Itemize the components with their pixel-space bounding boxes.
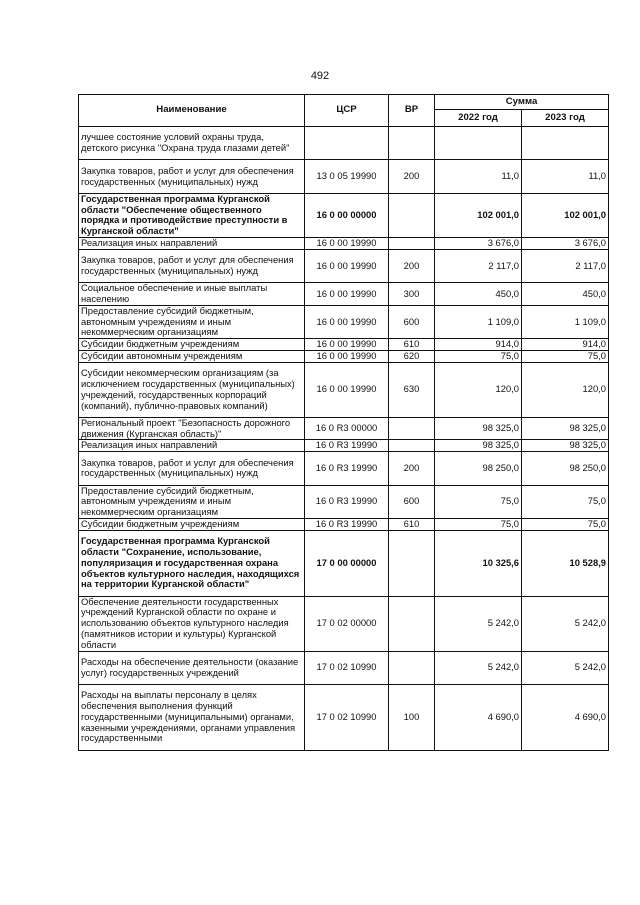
row-name: Расходы на выплаты персоналу в целях обеспечения выполнения функций государственными (муниципальными) органами, казенными учреждениями, органами управления государственными xyxy=(79,684,305,750)
row-vr xyxy=(389,440,435,452)
row-name: Предоставление субсидий бюджетным, автономным учреждениям и иным некоммерческим организациям xyxy=(79,485,305,518)
row-vr xyxy=(389,417,435,440)
row-csr: 16 0 R3 19990 xyxy=(305,485,389,518)
row-name: Государственная программа Курганской области "Сохранение, использование, популяризация и государственная охрана объектов культурного наследия, находящихся на территории Курганской области" xyxy=(79,530,305,596)
row-sum-2022: 4 690,0 xyxy=(435,684,522,750)
row-vr: 610 xyxy=(389,339,435,351)
row-name: лучшее состояние условий охраны труда, детского рисунка "Охрана труда глазами детей" xyxy=(79,127,305,160)
row-name: Региональный проект "Безопасность дорожного движения (Курганская область)" xyxy=(79,417,305,440)
table-body xyxy=(79,127,609,751)
row-csr: 16 0 R3 19990 xyxy=(305,452,389,485)
row-csr: 16 0 R3 19990 xyxy=(305,440,389,452)
row-sum-2023: 120,0 xyxy=(522,362,609,417)
row-csr: 16 0 00 19990 xyxy=(305,362,389,417)
table-row xyxy=(79,237,609,249)
header-name: Наименование xyxy=(79,95,305,127)
header-year-2022: 2022 год xyxy=(435,110,522,127)
row-sum-2023: 914,0 xyxy=(522,339,609,351)
row-sum-2022 xyxy=(435,127,522,160)
row-vr xyxy=(389,127,435,160)
row-sum-2023: 75,0 xyxy=(522,350,609,362)
row-vr: 200 xyxy=(389,160,435,193)
row-name: Закупка товаров, работ и услуг для обеспечения государственных (муниципальных) нужд xyxy=(79,249,305,282)
table-row xyxy=(79,127,609,160)
table-row xyxy=(79,452,609,485)
row-name: Расходы на обеспечение деятельности (оказание услуг) государственных учреждений xyxy=(79,651,305,684)
row-vr: 600 xyxy=(389,305,435,338)
row-vr: 100 xyxy=(389,684,435,750)
row-csr: 16 0 00 19990 xyxy=(305,237,389,249)
table-row xyxy=(79,362,609,417)
budget-table xyxy=(78,94,609,751)
row-sum-2022: 11,0 xyxy=(435,160,522,193)
row-vr xyxy=(389,651,435,684)
table-row xyxy=(79,440,609,452)
row-sum-2023: 5 242,0 xyxy=(522,651,609,684)
row-csr: 13 0 05 19990 xyxy=(305,160,389,193)
row-vr: 300 xyxy=(389,283,435,306)
row-sum-2023: 10 528,9 xyxy=(522,530,609,596)
row-sum-2023: 4 690,0 xyxy=(522,684,609,750)
row-name: Реализация иных направлений xyxy=(79,237,305,249)
row-csr: 17 0 02 10990 xyxy=(305,684,389,750)
row-vr: 610 xyxy=(389,518,435,530)
row-sum-2022: 914,0 xyxy=(435,339,522,351)
row-csr: 17 0 00 00000 xyxy=(305,530,389,596)
row-name: Реализация иных направлений xyxy=(79,440,305,452)
row-name: Субсидии автономным учреждениям xyxy=(79,350,305,362)
row-sum-2022: 450,0 xyxy=(435,283,522,306)
table-row xyxy=(79,530,609,596)
row-vr xyxy=(389,193,435,237)
row-vr: 630 xyxy=(389,362,435,417)
table-row xyxy=(79,249,609,282)
row-sum-2023: 2 117,0 xyxy=(522,249,609,282)
row-name: Предоставление субсидий бюджетным, автономным учреждениям и иным некоммерческим организациям xyxy=(79,305,305,338)
row-sum-2022: 75,0 xyxy=(435,485,522,518)
row-csr: 16 0 00 19990 xyxy=(305,249,389,282)
row-sum-2023 xyxy=(522,127,609,160)
row-vr xyxy=(389,530,435,596)
row-sum-2023: 102 001,0 xyxy=(522,193,609,237)
table-row xyxy=(79,417,609,440)
header-vr: ВР xyxy=(389,95,435,127)
row-sum-2022: 120,0 xyxy=(435,362,522,417)
row-csr xyxy=(305,127,389,160)
table-row xyxy=(79,684,609,750)
row-csr: 16 0 00 19990 xyxy=(305,339,389,351)
row-vr: 620 xyxy=(389,350,435,362)
row-name: Субсидии бюджетным учреждениям xyxy=(79,518,305,530)
row-sum-2023: 11,0 xyxy=(522,160,609,193)
header-sum: Сумма xyxy=(435,95,609,110)
header-year-2023: 2023 год xyxy=(522,110,609,127)
row-csr: 16 0 00 19990 xyxy=(305,350,389,362)
table-row xyxy=(79,339,609,351)
table-row xyxy=(79,350,609,362)
row-sum-2022: 98 325,0 xyxy=(435,440,522,452)
row-csr: 16 0 00 19990 xyxy=(305,305,389,338)
header-csr: ЦСР xyxy=(305,95,389,127)
row-vr xyxy=(389,596,435,651)
row-vr xyxy=(389,237,435,249)
table-row xyxy=(79,283,609,306)
row-sum-2023: 5 242,0 xyxy=(522,596,609,651)
row-csr: 16 0 R3 00000 xyxy=(305,417,389,440)
row-vr: 200 xyxy=(389,249,435,282)
row-sum-2022: 75,0 xyxy=(435,518,522,530)
table-row xyxy=(79,485,609,518)
page-number: 492 xyxy=(310,70,330,82)
row-sum-2022: 1 109,0 xyxy=(435,305,522,338)
row-sum-2023: 75,0 xyxy=(522,485,609,518)
row-vr: 600 xyxy=(389,485,435,518)
table-row xyxy=(79,193,609,237)
row-name: Субсидии некоммерческим организациям (за исключением государственных (муниципальных) учреждений, государственных корпораций (компаний), публично-правовых компаний) xyxy=(79,362,305,417)
row-name: Обеспечение деятельности государственных учреждений Курганской области по охране и использованию объектов культурного наследия (памятников истории и культуры) Курганской области xyxy=(79,596,305,651)
table-row xyxy=(79,518,609,530)
row-csr: 17 0 02 00000 xyxy=(305,596,389,651)
row-sum-2023: 1 109,0 xyxy=(522,305,609,338)
row-name: Государственная программа Курганской области "Обеспечение общественного порядка и противодействие преступности в Курганской области" xyxy=(79,193,305,237)
row-csr: 16 0 00 19990 xyxy=(305,283,389,306)
row-name: Закупка товаров, работ и услуг для обеспечения государственных (муниципальных) нужд xyxy=(79,452,305,485)
row-csr: 17 0 02 10990 xyxy=(305,651,389,684)
row-sum-2022: 98 250,0 xyxy=(435,452,522,485)
row-sum-2023: 98 250,0 xyxy=(522,452,609,485)
row-sum-2022: 5 242,0 xyxy=(435,596,522,651)
row-sum-2022: 102 001,0 xyxy=(435,193,522,237)
row-vr: 200 xyxy=(389,452,435,485)
table-row xyxy=(79,160,609,193)
row-sum-2023: 98 325,0 xyxy=(522,440,609,452)
table-row xyxy=(79,651,609,684)
row-name: Субсидии бюджетным учреждениям xyxy=(79,339,305,351)
row-sum-2022: 2 117,0 xyxy=(435,249,522,282)
row-sum-2023: 3 676,0 xyxy=(522,237,609,249)
row-sum-2022: 10 325,6 xyxy=(435,530,522,596)
row-name: Закупка товаров, работ и услуг для обеспечения государственных (муниципальных) нужд xyxy=(79,160,305,193)
table-row xyxy=(79,305,609,338)
row-sum-2022: 98 325,0 xyxy=(435,417,522,440)
row-sum-2023: 98 325,0 xyxy=(522,417,609,440)
row-sum-2023: 75,0 xyxy=(522,518,609,530)
row-csr: 16 0 00 00000 xyxy=(305,193,389,237)
row-sum-2022: 75,0 xyxy=(435,350,522,362)
row-name: Социальное обеспечение и иные выплаты населению xyxy=(79,283,305,306)
row-sum-2022: 3 676,0 xyxy=(435,237,522,249)
row-sum-2023: 450,0 xyxy=(522,283,609,306)
row-sum-2022: 5 242,0 xyxy=(435,651,522,684)
table-row xyxy=(79,596,609,651)
row-csr: 16 0 R3 19990 xyxy=(305,518,389,530)
